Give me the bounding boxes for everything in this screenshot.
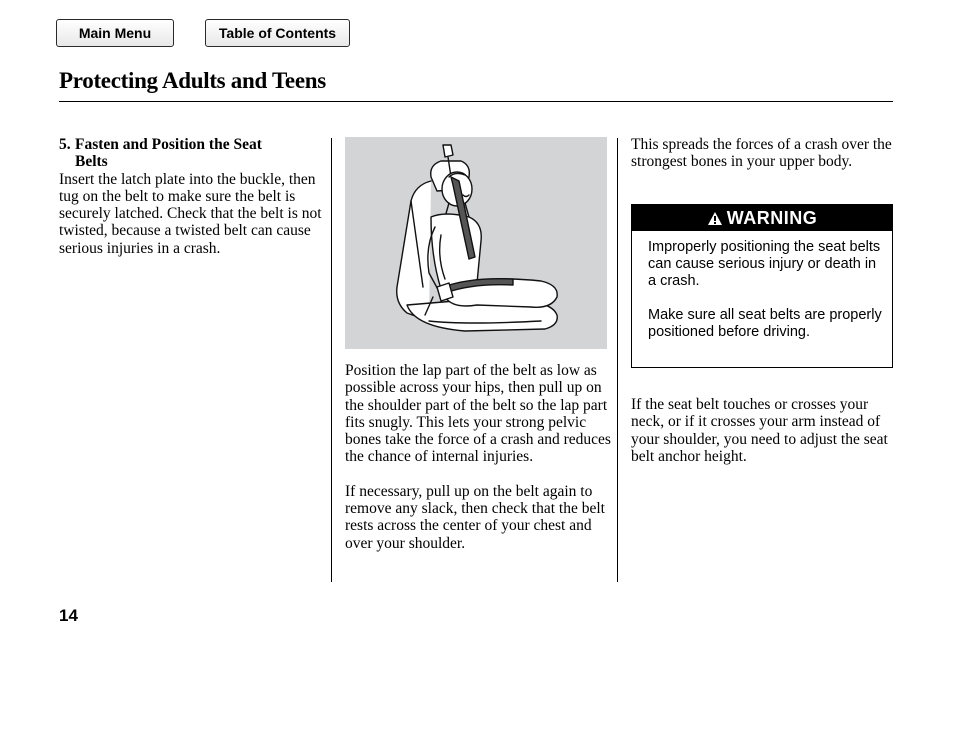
step-heading <box>59 136 325 171</box>
warning-box <box>631 204 893 368</box>
warning-text-2: Make sure all seat belts are properly positioned before driving. <box>648 307 882 340</box>
column-divider-right <box>617 138 618 582</box>
step-number: 5. <box>59 136 71 153</box>
step-heading-line1: Fasten and Position the Seat <box>75 136 262 153</box>
left-column <box>59 136 325 257</box>
column-divider-left <box>331 138 332 582</box>
main-menu-button[interactable]: Main Menu <box>56 19 174 47</box>
step-heading-line2: Belts <box>75 153 108 171</box>
warning-header <box>632 205 892 231</box>
lap-belt-paragraph: Position the lap part of the belt as low as possible across your hips, then pull up on the shoulder part of the belt so the lap part fits snugly. This lets your strong pelvic bones take the force of a crash and reduces the chance of internal injuries. <box>345 362 611 466</box>
spread-forces-paragraph: This spreads the forces of a crash over the strongest bones in your upper body. <box>631 136 892 171</box>
title-divider <box>59 101 893 102</box>
page-number: 14 <box>59 606 78 625</box>
seated-person-illustration <box>345 137 607 349</box>
right-column-bottom <box>631 396 897 465</box>
table-of-contents-button[interactable]: Table of Contents <box>205 19 350 47</box>
slack-paragraph: If necessary, pull up on the belt again to remove any slack, then check that the belt rests across the center of your chest and over your shoulder. <box>345 482 605 552</box>
warning-triangle-icon <box>707 211 723 226</box>
page-title: Protecting Adults and Teens <box>59 68 326 93</box>
warning-body <box>632 231 892 341</box>
anchor-height-paragraph: If the seat belt touches or crosses your neck, or if it crosses your arm instead of your shoulder, you need to adjust the seat belt anchor height. <box>631 396 888 465</box>
step-body: Insert the latch plate into the buckle, then tug on the belt to make sure the belt is securely latched. Check that the belt is not twisted, because a twisted belt can cause serious injuries in a crash. <box>59 170 322 257</box>
middle-column <box>345 362 615 552</box>
warning-text-1: Improperly positioning the seat belts can cause serious injury or death in a crash. <box>648 239 881 289</box>
warning-title: WARNING <box>726 207 818 228</box>
right-column-top <box>631 136 897 171</box>
seat-belt-illustration <box>345 137 607 349</box>
